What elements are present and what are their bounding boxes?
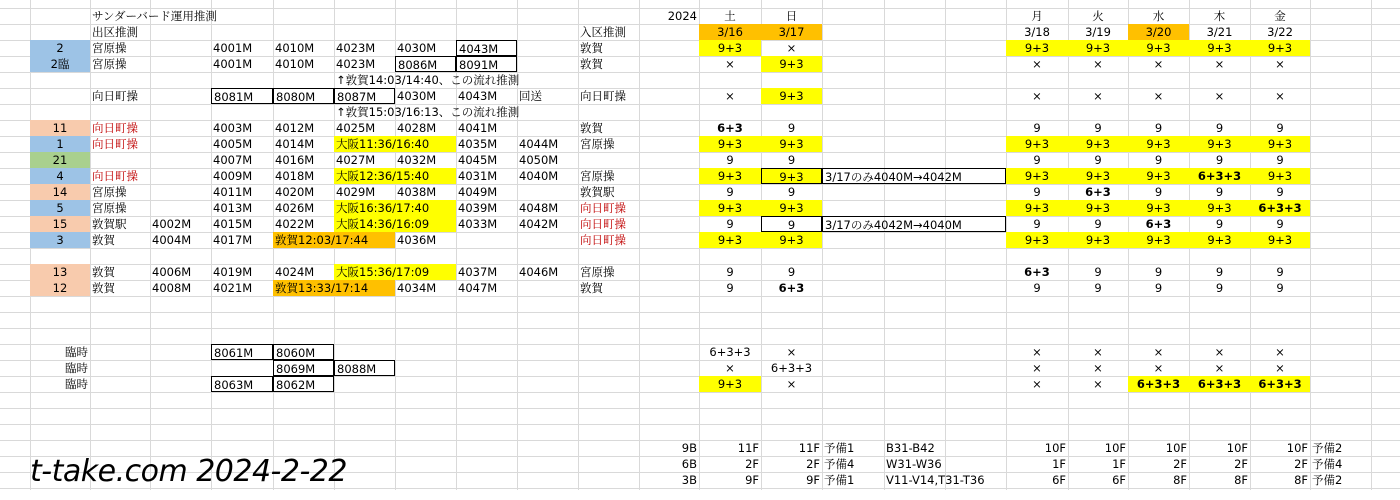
cell[interactable]: 4014M (275, 137, 315, 151)
cell[interactable]: 4008M (152, 281, 192, 295)
cell[interactable]: 向日町操 (580, 233, 626, 247)
cell[interactable]: 4038M (397, 185, 437, 199)
cell[interactable]: 9+3 (761, 200, 822, 216)
cell[interactable]: 9 (1154, 281, 1163, 295)
grid-line-v (884, 0, 885, 490)
cell[interactable]: 9 (1215, 185, 1224, 199)
cell[interactable]: 2F (1234, 457, 1248, 471)
cell[interactable]: 4020M (275, 185, 315, 199)
cell[interactable]: 4050M (519, 153, 559, 167)
cell[interactable]: 3/19 (1085, 25, 1111, 39)
cell[interactable]: 2臨 (30, 56, 90, 72)
cell[interactable]: × (1275, 345, 1285, 359)
cell[interactable]: 4010M (275, 41, 315, 55)
cell[interactable]: 4047M (458, 281, 498, 295)
cell[interactable]: 向日町操 (580, 201, 626, 215)
cell[interactable]: 12 (30, 280, 90, 296)
cell[interactable]: 4010M (275, 57, 315, 71)
cell[interactable]: 9+3 (1128, 168, 1189, 184)
cell[interactable]: 出区推測 (92, 25, 138, 39)
cell[interactable]: 6+3 (778, 281, 805, 295)
cell[interactable]: 9 (1094, 281, 1102, 295)
cell[interactable]: × (1214, 89, 1225, 103)
cell[interactable]: 敦賀 (92, 265, 115, 279)
cell[interactable]: 6+3+3 (709, 345, 751, 359)
cell[interactable]: 宮原操 (580, 137, 615, 151)
cell[interactable]: 4034M (397, 281, 437, 295)
cell[interactable]: × (1153, 57, 1164, 71)
cell[interactable]: 9+3 (1250, 136, 1310, 152)
cell[interactable]: 宮原操 (92, 185, 127, 199)
cell[interactable]: 9+3 (1128, 136, 1189, 152)
cell[interactable]: 9+3 (1128, 200, 1189, 216)
cell[interactable]: 4042M (519, 217, 559, 231)
cell[interactable]: 9+3 (1189, 200, 1250, 216)
cell[interactable]: 6F (1052, 473, 1066, 487)
cell[interactable]: 宮原操 (92, 57, 127, 71)
cell[interactable]: 8063M (211, 376, 273, 392)
cell[interactable]: 4018M (275, 169, 315, 183)
cell[interactable]: 9+3 (699, 168, 761, 184)
cell[interactable]: 4044M (519, 137, 559, 151)
cell[interactable]: 8088M (334, 360, 395, 376)
cell[interactable]: 9+3 (699, 232, 761, 248)
cell[interactable]: 9 (1154, 121, 1163, 135)
cell[interactable]: 9 (787, 121, 796, 135)
cell[interactable]: 9 (1033, 185, 1041, 199)
cell[interactable]: 4017M (213, 233, 253, 247)
cell[interactable]: 2F (745, 457, 759, 471)
cell[interactable]: 11F (737, 441, 759, 455)
cell[interactable]: 木 (1213, 9, 1226, 23)
cell[interactable]: 宮原操 (580, 265, 615, 279)
grid-line-h (0, 296, 1400, 297)
cell[interactable]: 3/17 (761, 24, 822, 40)
cell[interactable]: 敦賀駅 (92, 217, 127, 231)
cell[interactable]: 向日町操 (92, 121, 138, 135)
cell[interactable]: × (1214, 345, 1225, 359)
cell[interactable]: × (786, 41, 797, 55)
cell[interactable]: 9 (1094, 121, 1102, 135)
cell[interactable]: 9 (787, 265, 796, 279)
grid-line-h (0, 392, 1400, 393)
cell[interactable]: × (1093, 89, 1103, 103)
grid-line-v (945, 0, 946, 490)
cell[interactable]: 9 (787, 153, 796, 167)
cell[interactable]: 4031M (458, 169, 498, 183)
cell[interactable]: 大阪16:36/17:40 (334, 200, 456, 216)
cell[interactable]: V11-V14,T31-T36 (886, 473, 985, 487)
cell[interactable]: 9 (1215, 121, 1224, 135)
cell[interactable]: 2F (1173, 457, 1187, 471)
grid-line-h (0, 312, 1400, 313)
cell[interactable]: B31-B42 (886, 441, 935, 455)
cell[interactable]: 4030M (397, 89, 437, 103)
cell[interactable]: 21 (30, 152, 90, 168)
cell[interactable]: 大阪12:36/15:40 (334, 168, 456, 184)
cell[interactable]: 9 (1215, 217, 1224, 231)
cell[interactable]: × (725, 89, 735, 103)
cell[interactable]: 8F (1294, 473, 1308, 487)
cell[interactable]: 9 (1276, 153, 1284, 167)
cell[interactable]: × (1093, 377, 1103, 391)
cell[interactable]: 9 (1033, 281, 1041, 295)
cell[interactable]: 4049M (458, 185, 498, 199)
cell[interactable]: 敦賀 (92, 281, 115, 295)
cell[interactable]: 臨時 (65, 345, 88, 359)
cell[interactable]: 13 (30, 264, 90, 280)
cell[interactable]: 9 (726, 185, 734, 199)
cell[interactable]: 9+3 (1250, 40, 1310, 56)
cell[interactable]: 回送 (519, 89, 542, 103)
cell[interactable]: 6+3+3 (770, 361, 813, 375)
cell[interactable]: 6+3+3 (1189, 376, 1250, 392)
cell[interactable]: × (1153, 89, 1164, 103)
cell[interactable]: 3/20 (1128, 24, 1189, 40)
cell[interactable]: 4001M (213, 41, 253, 55)
cell[interactable]: 敦賀 (580, 41, 603, 55)
cell[interactable]: 9 (1154, 265, 1163, 279)
cell[interactable]: 4023M (336, 57, 376, 71)
cell[interactable]: 向日町操 (580, 217, 626, 231)
cell[interactable]: 入区推測 (580, 25, 626, 39)
cell[interactable]: 2F (806, 457, 820, 471)
cell[interactable]: 4006M (152, 265, 192, 279)
cell[interactable]: 向日町操 (92, 137, 138, 151)
cell[interactable]: 4037M (458, 265, 498, 279)
cell[interactable]: 9 (1094, 265, 1102, 279)
cell[interactable]: 4039M (458, 201, 498, 215)
cell[interactable]: 6+3+3 (1189, 168, 1250, 184)
cell[interactable]: 9+3 (1189, 232, 1250, 248)
grid-line-h (0, 72, 1400, 73)
cell[interactable]: 9 (1094, 153, 1102, 167)
cell[interactable]: 敦賀13:33/17:14 (273, 280, 395, 296)
cell[interactable]: 4024M (275, 265, 315, 279)
cell[interactable]: 9F (806, 473, 820, 487)
cell[interactable]: 敦賀駅 (580, 185, 615, 199)
cell[interactable]: × (1275, 89, 1285, 103)
cell[interactable]: 臨時 (65, 361, 88, 375)
cell[interactable]: 9 (726, 153, 734, 167)
cell[interactable]: 9+3 (761, 56, 822, 72)
grid-line-h (0, 328, 1400, 329)
cell[interactable]: 4043M (458, 89, 498, 103)
cell[interactable]: 8087M (334, 88, 395, 104)
cell[interactable]: 8F (1234, 473, 1248, 487)
cell[interactable]: 9 (787, 185, 796, 199)
cell[interactable]: 4029M (336, 185, 376, 199)
cell[interactable]: 9+3 (1189, 40, 1250, 56)
cell[interactable]: 4030M (397, 41, 437, 55)
cell[interactable]: 9 (1154, 153, 1163, 167)
cell[interactable]: 15 (30, 216, 90, 232)
cell[interactable]: 8069M (273, 360, 334, 376)
cell[interactable]: 9B (681, 441, 697, 455)
cell[interactable]: 6+3+3 (1250, 200, 1310, 216)
cell[interactable]: 4016M (275, 153, 315, 167)
cell[interactable]: サンダーバード運用推測 (92, 9, 217, 23)
cell[interactable]: 9 (1276, 217, 1284, 231)
cell[interactable]: 9 (761, 216, 822, 232)
cell[interactable]: × (725, 57, 735, 71)
cell[interactable]: 8F (1173, 473, 1187, 487)
cell[interactable]: 9 (1094, 217, 1102, 231)
cell[interactable]: × (1032, 57, 1042, 71)
cell[interactable]: 9 (1276, 185, 1284, 199)
cell[interactable]: × (1093, 361, 1103, 375)
cell[interactable]: 4009M (213, 169, 253, 183)
cell[interactable]: 金 (1274, 9, 1286, 23)
cell[interactable]: 4 (30, 168, 90, 184)
cell[interactable]: 敦賀 (580, 121, 603, 135)
cell[interactable]: 敦賀 (92, 233, 115, 247)
cell[interactable]: 水 (1152, 9, 1165, 23)
cell[interactable]: 3/16 (699, 24, 761, 40)
cell[interactable]: 4041M (458, 121, 498, 135)
cell[interactable]: × (1032, 361, 1042, 375)
cell[interactable]: 4046M (519, 265, 559, 279)
cell[interactable]: 6+3+3 (1128, 376, 1189, 392)
cell[interactable]: 9+3 (761, 232, 822, 248)
cell[interactable]: 4032M (397, 153, 437, 167)
cell[interactable]: 10F (1165, 441, 1187, 455)
cell[interactable]: × (1214, 361, 1225, 375)
cell[interactable]: 2024 (667, 9, 697, 23)
cell[interactable]: 9+3 (699, 200, 761, 216)
cell[interactable]: × (1275, 57, 1285, 71)
cell[interactable]: 4045M (458, 153, 498, 167)
cell[interactable]: 4013M (213, 201, 253, 215)
cell[interactable]: 4002M (152, 217, 192, 231)
grid-line-v (1310, 0, 1311, 490)
cell[interactable]: 4004M (152, 233, 192, 247)
cell[interactable]: 5 (30, 200, 90, 216)
cell[interactable]: 9+3 (699, 40, 761, 56)
cell[interactable]: 4027M (336, 153, 376, 167)
cell[interactable]: 1F (1052, 457, 1066, 471)
cell[interactable]: 9 (1276, 265, 1284, 279)
cell[interactable]: 4040M (519, 169, 559, 183)
cell[interactable]: 10F (1286, 441, 1308, 455)
grid-line-h (0, 248, 1400, 249)
cell[interactable]: 9+3 (1189, 136, 1250, 152)
cell[interactable]: 8062M (273, 376, 334, 392)
cell[interactable]: × (725, 361, 735, 375)
cell[interactable]: 4005M (213, 137, 253, 151)
cell[interactable]: 3 (30, 232, 90, 248)
cell[interactable]: 9+3 (1006, 200, 1068, 216)
cell[interactable]: 4003M (213, 121, 253, 135)
cell[interactable]: 宮原操 (92, 201, 127, 215)
cell[interactable]: 予備2 (1312, 473, 1343, 487)
watermark: t-take.com 2024-2-22 (30, 454, 347, 489)
cell[interactable]: 6+3 (1145, 217, 1172, 231)
cell[interactable]: 敦賀 (580, 281, 603, 295)
cell[interactable]: 10F (1104, 441, 1126, 455)
cell[interactable]: 11 (30, 120, 90, 136)
cell[interactable]: 9+3 (699, 376, 761, 392)
cell[interactable]: 4021M (213, 281, 253, 295)
cell[interactable]: 4028M (397, 121, 437, 135)
cell[interactable]: 8081M (211, 88, 273, 104)
cell[interactable]: 8080M (273, 88, 334, 104)
cell[interactable]: 予備1 (824, 473, 855, 487)
cell[interactable]: 予備2 (1312, 441, 1343, 455)
cell[interactable]: 6B (681, 457, 697, 471)
cell[interactable]: 4043M (456, 40, 517, 56)
cell[interactable]: 大阪15:36/17:09 (334, 264, 456, 280)
cell[interactable]: 3/22 (1267, 25, 1293, 39)
cell[interactable]: 4019M (213, 265, 253, 279)
grid-line-h (0, 424, 1400, 425)
cell[interactable]: 8091M (456, 56, 517, 72)
cell[interactable]: × (1032, 377, 1042, 391)
cell[interactable]: × (786, 377, 797, 391)
cell[interactable]: 9 (1215, 265, 1224, 279)
cell[interactable]: 9 (1215, 153, 1224, 167)
cell[interactable]: 9+3 (761, 168, 822, 184)
cell[interactable]: 9+3 (1068, 168, 1128, 184)
cell[interactable]: 向日町操 (92, 89, 138, 103)
cell[interactable]: 3/18 (1024, 25, 1050, 39)
cell[interactable]: 4015M (213, 217, 253, 231)
cell[interactable]: 臨時 (65, 377, 88, 391)
cell[interactable]: 9 (1033, 121, 1041, 135)
cell[interactable]: 2F (1294, 457, 1308, 471)
cell[interactable]: 6+3+3 (1250, 376, 1310, 392)
cell[interactable]: 9 (726, 281, 734, 295)
cell[interactable]: 8060M (273, 344, 334, 360)
cell[interactable]: 9+3 (1006, 40, 1068, 56)
cell[interactable]: 9+3 (1006, 232, 1068, 248)
cell[interactable]: 予備4 (1312, 457, 1343, 471)
cell[interactable]: 4023M (336, 41, 376, 55)
cell[interactable]: 9+3 (761, 136, 822, 152)
cell[interactable]: 9+3 (1068, 40, 1128, 56)
cell[interactable]: × (1093, 57, 1103, 71)
cell[interactable]: 4007M (213, 153, 253, 167)
cell[interactable]: ↑敦賀15:03/16:13、この流れ推測 (336, 105, 520, 119)
cell[interactable]: 9+3 (1006, 136, 1068, 152)
cell[interactable]: 9 (1154, 185, 1163, 199)
cell[interactable]: × (1032, 345, 1042, 359)
cell[interactable]: 火 (1092, 9, 1104, 23)
cell[interactable]: 向日町操 (92, 169, 138, 183)
cell[interactable]: 1 (30, 136, 90, 152)
grid-line-h (0, 104, 1400, 105)
cell[interactable]: 9+3 (1128, 40, 1189, 56)
cell[interactable]: 4012M (275, 121, 315, 135)
cell[interactable]: 4033M (458, 217, 498, 231)
cell[interactable]: 2 (30, 40, 90, 56)
cell[interactable]: 9+3 (1006, 168, 1068, 184)
cell[interactable]: 3/17のみ4040M→4042M (822, 168, 1006, 184)
cell[interactable]: 9+3 (1128, 232, 1189, 248)
cell[interactable]: 月 (1031, 9, 1043, 23)
cell[interactable]: 14 (30, 184, 90, 200)
cell[interactable]: 宮原操 (580, 169, 615, 183)
cell[interactable]: 4036M (397, 233, 437, 247)
cell[interactable]: 6+3 (1085, 185, 1111, 199)
cell[interactable]: 大阪14:36/16:09 (334, 216, 456, 232)
cell[interactable]: 9 (726, 265, 734, 279)
cell[interactable]: × (1032, 89, 1042, 103)
cell[interactable]: 9 (1033, 153, 1041, 167)
grid-line-v (1371, 0, 1372, 490)
cell[interactable]: 8061M (211, 344, 273, 360)
cell[interactable]: × (1093, 345, 1103, 359)
cell[interactable]: 6+3 (717, 121, 743, 135)
cell[interactable]: 向日町操 (580, 89, 626, 103)
cell[interactable]: 4035M (458, 137, 498, 151)
cell[interactable]: 日 (785, 9, 798, 23)
cell[interactable]: ↑敦賀14:03/14:40、この流れ推測 (336, 73, 520, 87)
cell[interactable]: 9+3 (699, 136, 761, 152)
grid-line-v (822, 0, 823, 490)
cell[interactable]: 敦賀 (580, 57, 603, 71)
cell[interactable]: 9+3 (1068, 232, 1128, 248)
cell[interactable]: 9+3 (1250, 168, 1310, 184)
grid-line-h (0, 408, 1400, 409)
cell[interactable]: 土 (724, 9, 736, 23)
cell[interactable]: 8086M (395, 56, 456, 72)
cell[interactable]: 大阪11:36/16:40 (334, 136, 456, 152)
cell[interactable]: 3B (681, 473, 697, 487)
cell[interactable]: 宮原操 (92, 41, 127, 55)
cell[interactable]: 予備4 (824, 457, 855, 471)
cell[interactable]: × (1153, 361, 1164, 375)
cell[interactable]: 9+3 (1068, 200, 1128, 216)
cell[interactable]: × (1214, 57, 1225, 71)
cell[interactable]: 9+3 (761, 88, 822, 104)
cell[interactable]: 4001M (213, 57, 253, 71)
cell[interactable]: 4025M (336, 121, 376, 135)
cell[interactable]: × (1153, 345, 1164, 359)
cell[interactable]: 4048M (519, 201, 559, 215)
cell[interactable]: × (1275, 361, 1285, 375)
cell[interactable]: 10F (1044, 441, 1066, 455)
cell[interactable]: 3/21 (1206, 25, 1233, 39)
cell[interactable]: 4022M (275, 217, 315, 231)
cell[interactable]: 6+3 (1024, 265, 1050, 279)
cell[interactable]: 9F (745, 473, 759, 487)
cell[interactable]: W31-W36 (886, 457, 942, 471)
cell[interactable]: 9 (1033, 217, 1041, 231)
cell[interactable]: 敦賀12:03/17:44 (273, 232, 395, 248)
cell[interactable]: 4026M (275, 201, 315, 215)
cell[interactable]: 予備1 (824, 441, 855, 455)
cell[interactable]: 9+3 (1250, 232, 1310, 248)
cell[interactable]: 10F (1226, 441, 1248, 455)
cell[interactable]: 9 (1276, 121, 1284, 135)
cell[interactable]: 9+3 (1068, 136, 1128, 152)
cell[interactable]: 11F (798, 441, 820, 455)
cell[interactable]: 9 (1215, 281, 1224, 295)
cell[interactable]: 6F (1112, 473, 1126, 487)
grid-line-v (639, 0, 640, 490)
cell[interactable]: 9 (1276, 281, 1284, 295)
cell[interactable]: × (786, 345, 797, 359)
cell[interactable]: 9 (726, 217, 734, 231)
cell[interactable]: 1F (1112, 457, 1126, 471)
cell[interactable]: 4011M (213, 185, 253, 199)
cell[interactable]: 3/17のみ4042M→4040M (822, 216, 1006, 232)
